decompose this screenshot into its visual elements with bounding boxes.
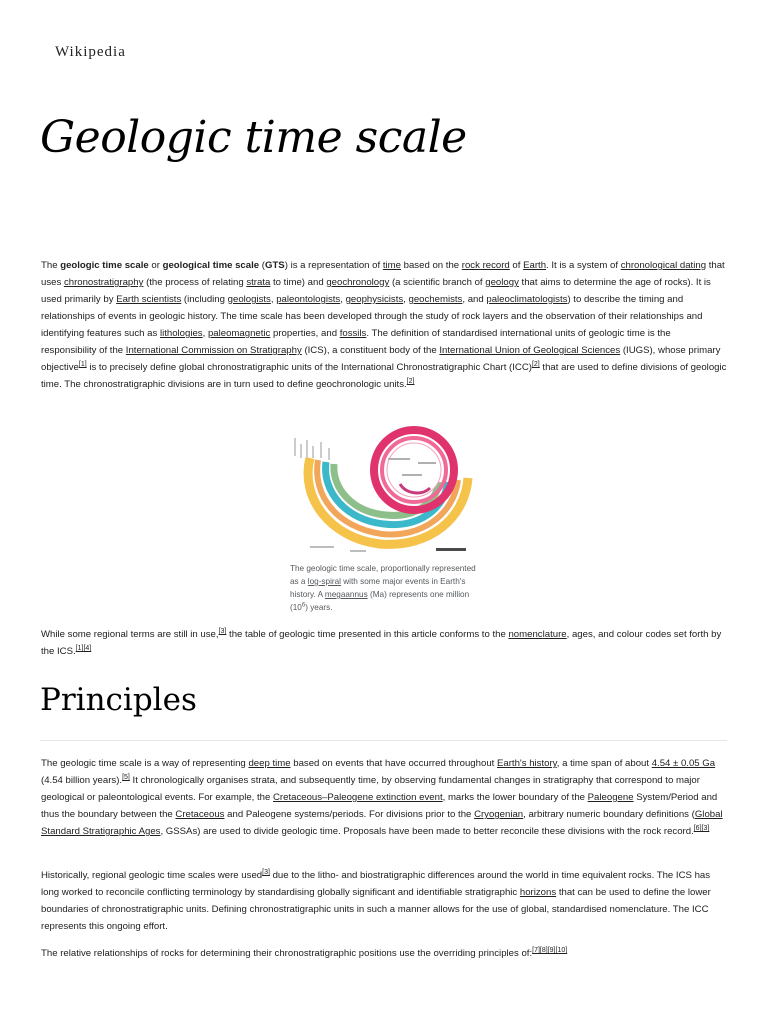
link-paleontologists[interactable]: paleontologists <box>276 294 341 305</box>
link-iugs[interactable]: International Union of Geological Sciences <box>439 345 621 356</box>
bold-term: geologic time scale <box>60 260 149 271</box>
text: to time) and <box>270 277 327 288</box>
heading-divider <box>40 740 727 741</box>
citation-ref[interactable]: [8] <box>539 946 548 954</box>
text: , a time span of about <box>556 758 652 769</box>
link-earth-scientists[interactable]: Earth scientists <box>116 294 182 305</box>
text: ) years. <box>305 603 333 612</box>
text: . The definition of standardised international units of geologic time is the responsibility of the <box>41 328 671 356</box>
principles-paragraph-3 <box>41 945 727 962</box>
text: or <box>148 260 163 271</box>
text: The geologic time scale is a way of representing <box>41 758 249 769</box>
principles-paragraph-2 <box>41 867 727 935</box>
citation-ref[interactable]: [5] <box>122 773 130 781</box>
link-geophysicists[interactable]: geophysicists <box>345 294 404 305</box>
text: (ICS), a constituent body of the <box>301 345 440 356</box>
page-title: Geologic time scale <box>40 112 467 163</box>
text: with some major events in Earth's history. A <box>290 577 466 599</box>
link-cryogenian[interactable]: Cryogenian <box>474 809 524 820</box>
citation-ref[interactable]: [3] <box>218 627 227 635</box>
text: based on events that have occurred throughout <box>290 758 497 769</box>
regional-terms-paragraph <box>41 626 727 660</box>
link-nomenclature[interactable]: nomenclature <box>508 629 567 640</box>
text: of <box>509 260 524 271</box>
text: ) to describe the timing and relationships of events in geologic history. The time scale has been developed through the study of rock layers and the observation of their relationships and identifying features such as <box>41 294 703 339</box>
section-heading-principles: Principles <box>40 682 197 718</box>
text: (the process of relating <box>143 277 247 288</box>
link-k-pg-extinction[interactable]: Cretaceous–Paleogene extinction event <box>273 792 443 803</box>
text: (4.54 billion years). <box>41 775 123 786</box>
wikipedia-wordmark[interactable]: Wikipedia <box>55 44 126 60</box>
text: ) is a representation of <box>284 260 383 271</box>
text: , and <box>462 294 487 305</box>
text: While some regional terms are still in use, <box>41 629 219 640</box>
text: , arbitrary numeric boundary definitions ( <box>523 809 695 820</box>
text: (including <box>181 294 228 305</box>
text: based on the <box>400 260 462 271</box>
link-rock-record[interactable]: rock record <box>461 260 510 271</box>
text: , <box>270 294 277 305</box>
link-deep-time[interactable]: deep time <box>248 758 291 769</box>
text: and Paleogene systems/periods. For divisions prior to the <box>224 809 475 820</box>
text: the table of geologic time presented in this article conforms to the <box>226 629 509 640</box>
text: Historically, regional geologic time scales were used <box>41 870 263 881</box>
link-cretaceous[interactable]: Cretaceous <box>175 809 225 820</box>
text: , <box>340 294 346 305</box>
link-paleomagnetic[interactable]: paleomagnetic <box>207 328 271 339</box>
link-geologists[interactable]: geologists <box>227 294 271 305</box>
geologic-time-spiral-image[interactable] <box>290 418 482 558</box>
text: , GSSAs) are used to divide geologic time. Proposals have been made to better reconcile these divisions with the rock record. <box>160 826 694 837</box>
text: that uses <box>41 260 725 288</box>
text: (IUGS), whose primary objective <box>41 345 721 373</box>
link-strata[interactable]: strata <box>246 277 271 288</box>
link-log-spiral[interactable]: log-spiral <box>307 577 341 586</box>
text: System/Period and thus the boundary between the <box>41 792 718 820</box>
citation-ref[interactable]: [3] <box>262 868 270 876</box>
citation-ref[interactable]: [7] <box>532 946 540 954</box>
citation-ref[interactable]: [2] <box>406 377 415 385</box>
bold-term: GTS <box>264 260 285 271</box>
text: , <box>403 294 409 305</box>
text: that are used to define divisions of geologic time. The chronostratigraphic divisions are in turn used to define geochronologic units. <box>41 362 727 390</box>
link-chronostratigraphy[interactable]: chronostratigraphy <box>63 277 144 288</box>
text: is to precisely define global chronostratigraphic units of the International Chronostratigraphic Chart (ICC) <box>86 362 532 373</box>
citation-ref[interactable]: [1] <box>78 360 87 368</box>
link-paleoclimatologists[interactable]: paleoclimatologists <box>486 294 568 305</box>
text: The geologic time scale, proportionally represented as a <box>290 564 476 586</box>
text: due to the litho- and biostratigraphic differences around the world in time equivalent rocks. The ICS has long worked to reconcile conflicting terminology by standardising globally significant and identifiable stratigraphic <box>41 870 711 898</box>
text: that can be used to define the lower boundaries of chronostratigraphic units. Defining chronostratigraphic units in such a manner allows for the use of global, standardised nomenclature. The ICC represents this ongoing effort. <box>41 887 711 932</box>
link-gssa[interactable]: Global Standard Stratigraphic Ages <box>41 809 723 837</box>
link-fossils[interactable]: fossils <box>339 328 367 339</box>
text: (Ma) represents one million (10 <box>290 590 470 612</box>
citation-ref[interactable]: [4] <box>83 644 92 652</box>
link-paleogene[interactable]: Paleogene <box>587 792 634 803</box>
link-horizons[interactable]: horizons <box>519 887 557 898</box>
text: , marks the lower boundary of the <box>442 792 588 803</box>
bold-term: geological time scale <box>162 260 260 271</box>
citation-ref[interactable]: [1] <box>75 644 84 652</box>
text: properties, and <box>270 328 340 339</box>
link-geology[interactable]: geology <box>485 277 519 288</box>
link-chronological-dating[interactable]: chronological dating <box>620 260 707 271</box>
text: , ages, and colour codes set forth by the ICS. <box>41 629 722 657</box>
link-age-of-earth[interactable]: 4.54 ± 0.05 Ga <box>651 758 716 769</box>
text: It chronologically organises strata, and subsequently time, by observing fundamental changes in stratigraphy that correspond to major geological or paleontological events. For example, the <box>41 775 700 803</box>
text: . It is a system of <box>546 260 621 271</box>
link-lithologies[interactable]: lithologies <box>159 328 203 339</box>
link-time[interactable]: time <box>382 260 401 271</box>
citation-ref[interactable]: [3] <box>701 824 710 832</box>
principles-paragraph-1 <box>41 755 727 840</box>
text: (a scientific branch of <box>389 277 486 288</box>
citation-ref[interactable]: [6] <box>693 824 702 832</box>
intro-paragraph <box>41 257 727 393</box>
link-earth[interactable]: Earth <box>523 260 547 271</box>
link-ics[interactable]: International Commission on Stratigraphy <box>125 345 302 356</box>
link-earths-history[interactable]: Earth's history <box>496 758 557 769</box>
text: The <box>41 260 61 271</box>
link-geochronology[interactable]: geochronology <box>326 277 390 288</box>
citation-ref[interactable]: [2] <box>531 360 540 368</box>
text: , <box>202 328 208 339</box>
text: that aims to determine the age of rocks). It is used primarily by <box>41 277 711 305</box>
figure-caption <box>290 562 486 614</box>
citation-ref[interactable]: [9] <box>547 946 556 954</box>
link-geochemists[interactable]: geochemists <box>408 294 463 305</box>
link-megaannus[interactable]: megaannus <box>324 590 368 599</box>
text: The relative relationships of rocks for determining their chronostratigraphic positions use the overriding principles of: <box>41 948 533 959</box>
citation-ref[interactable]: [10] <box>555 946 568 954</box>
superscript: 6 <box>301 602 306 609</box>
text: ( <box>259 260 265 271</box>
